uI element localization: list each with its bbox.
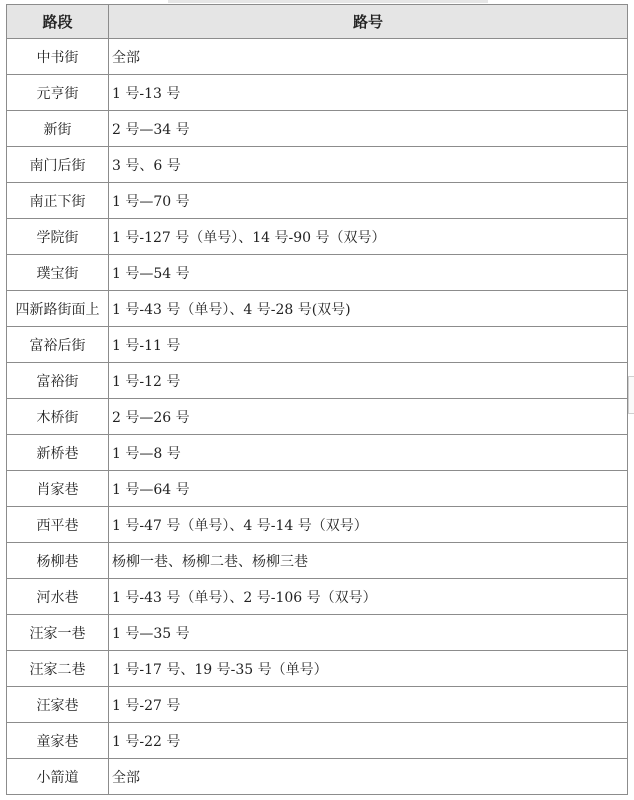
road-number-cell: 1 号-13 号	[109, 75, 628, 111]
road-segment-cell: 汪家一巷	[7, 615, 109, 651]
road-segment-cell: 富裕街	[7, 363, 109, 399]
table-row	[7, 615, 628, 651]
road-number-cell: 1 号-43 号（单号）、2 号-106 号（双号）	[109, 579, 628, 615]
table-row	[7, 687, 628, 723]
road-number-cell: 1 号-27 号	[109, 687, 628, 723]
road-segment-cell: 富裕后街	[7, 327, 109, 363]
road-segment-cell: 汪家二巷	[7, 651, 109, 687]
road-segment-cell: 汪家巷	[7, 687, 109, 723]
table-row	[7, 183, 628, 219]
table-row	[7, 543, 628, 579]
table-row	[7, 39, 628, 75]
road-segment-cell: 南门后街	[7, 147, 109, 183]
table-row	[7, 435, 628, 471]
road-number-cell: 全部	[109, 39, 628, 75]
road-number-cell: 1 号-17 号、19 号-35 号（单号）	[109, 651, 628, 687]
table-row	[7, 507, 628, 543]
road-number-cell: 1 号-22 号	[109, 723, 628, 759]
table-row	[7, 291, 628, 327]
table-row	[7, 147, 628, 183]
side-scroll-handle[interactable]	[628, 376, 634, 414]
road-number-cell: 2 号—34 号	[109, 111, 628, 147]
table-row	[7, 111, 628, 147]
road-number-cell: 1 号-12 号	[109, 363, 628, 399]
road-segment-cell: 元亨街	[7, 75, 109, 111]
road-segment-cell: 中书街	[7, 39, 109, 75]
road-segment-cell: 新街	[7, 111, 109, 147]
table-row	[7, 399, 628, 435]
road-number-cell: 1 号-43 号（单号）、4 号-28 号(双号)	[109, 291, 628, 327]
road-number-cell: 1 号-47 号（单号）、4 号-14 号（双号）	[109, 507, 628, 543]
road-segment-cell: 四新路街面上	[7, 291, 109, 327]
table-body	[7, 39, 628, 795]
road-number-cell: 2 号—26 号	[109, 399, 628, 435]
table-row	[7, 75, 628, 111]
road-segment-cell: 河水巷	[7, 579, 109, 615]
table-row	[7, 471, 628, 507]
road-segment-cell: 新桥巷	[7, 435, 109, 471]
table-row	[7, 723, 628, 759]
road-number-cell: 1 号—54 号	[109, 255, 628, 291]
road-number-cell: 1 号—8 号	[109, 435, 628, 471]
table-row	[7, 759, 628, 795]
road-segment-cell: 小箭道	[7, 759, 109, 795]
road-segment-cell: 南正下街	[7, 183, 109, 219]
road-number-cell: 1 号-11 号	[109, 327, 628, 363]
table-row	[7, 579, 628, 615]
table-row	[7, 651, 628, 687]
road-segment-cell: 西平巷	[7, 507, 109, 543]
table-row	[7, 255, 628, 291]
road-segment-cell: 杨柳巷	[7, 543, 109, 579]
top-scroll-strip	[168, 0, 488, 3]
road-segment-cell: 童家巷	[7, 723, 109, 759]
road-number-cell: 杨柳一巷、杨柳二巷、杨柳三巷	[109, 543, 628, 579]
table-row	[7, 327, 628, 363]
road-number-table	[6, 4, 628, 795]
table-row	[7, 363, 628, 399]
table-row	[7, 219, 628, 255]
road-segment-cell: 璞宝街	[7, 255, 109, 291]
column-header-segment: 路段	[7, 5, 109, 39]
column-header-numbers: 路号	[109, 5, 628, 39]
road-number-cell: 全部	[109, 759, 628, 795]
road-number-cell: 1 号—35 号	[109, 615, 628, 651]
table-header-row	[7, 5, 628, 39]
road-number-cell: 1 号-127 号（单号）、14 号-90 号（双号）	[109, 219, 628, 255]
road-number-cell: 3 号、6 号	[109, 147, 628, 183]
road-number-cell: 1 号—64 号	[109, 471, 628, 507]
road-segment-cell: 肖家巷	[7, 471, 109, 507]
road-number-cell: 1 号—70 号	[109, 183, 628, 219]
road-segment-cell: 木桥街	[7, 399, 109, 435]
road-segment-cell: 学院街	[7, 219, 109, 255]
